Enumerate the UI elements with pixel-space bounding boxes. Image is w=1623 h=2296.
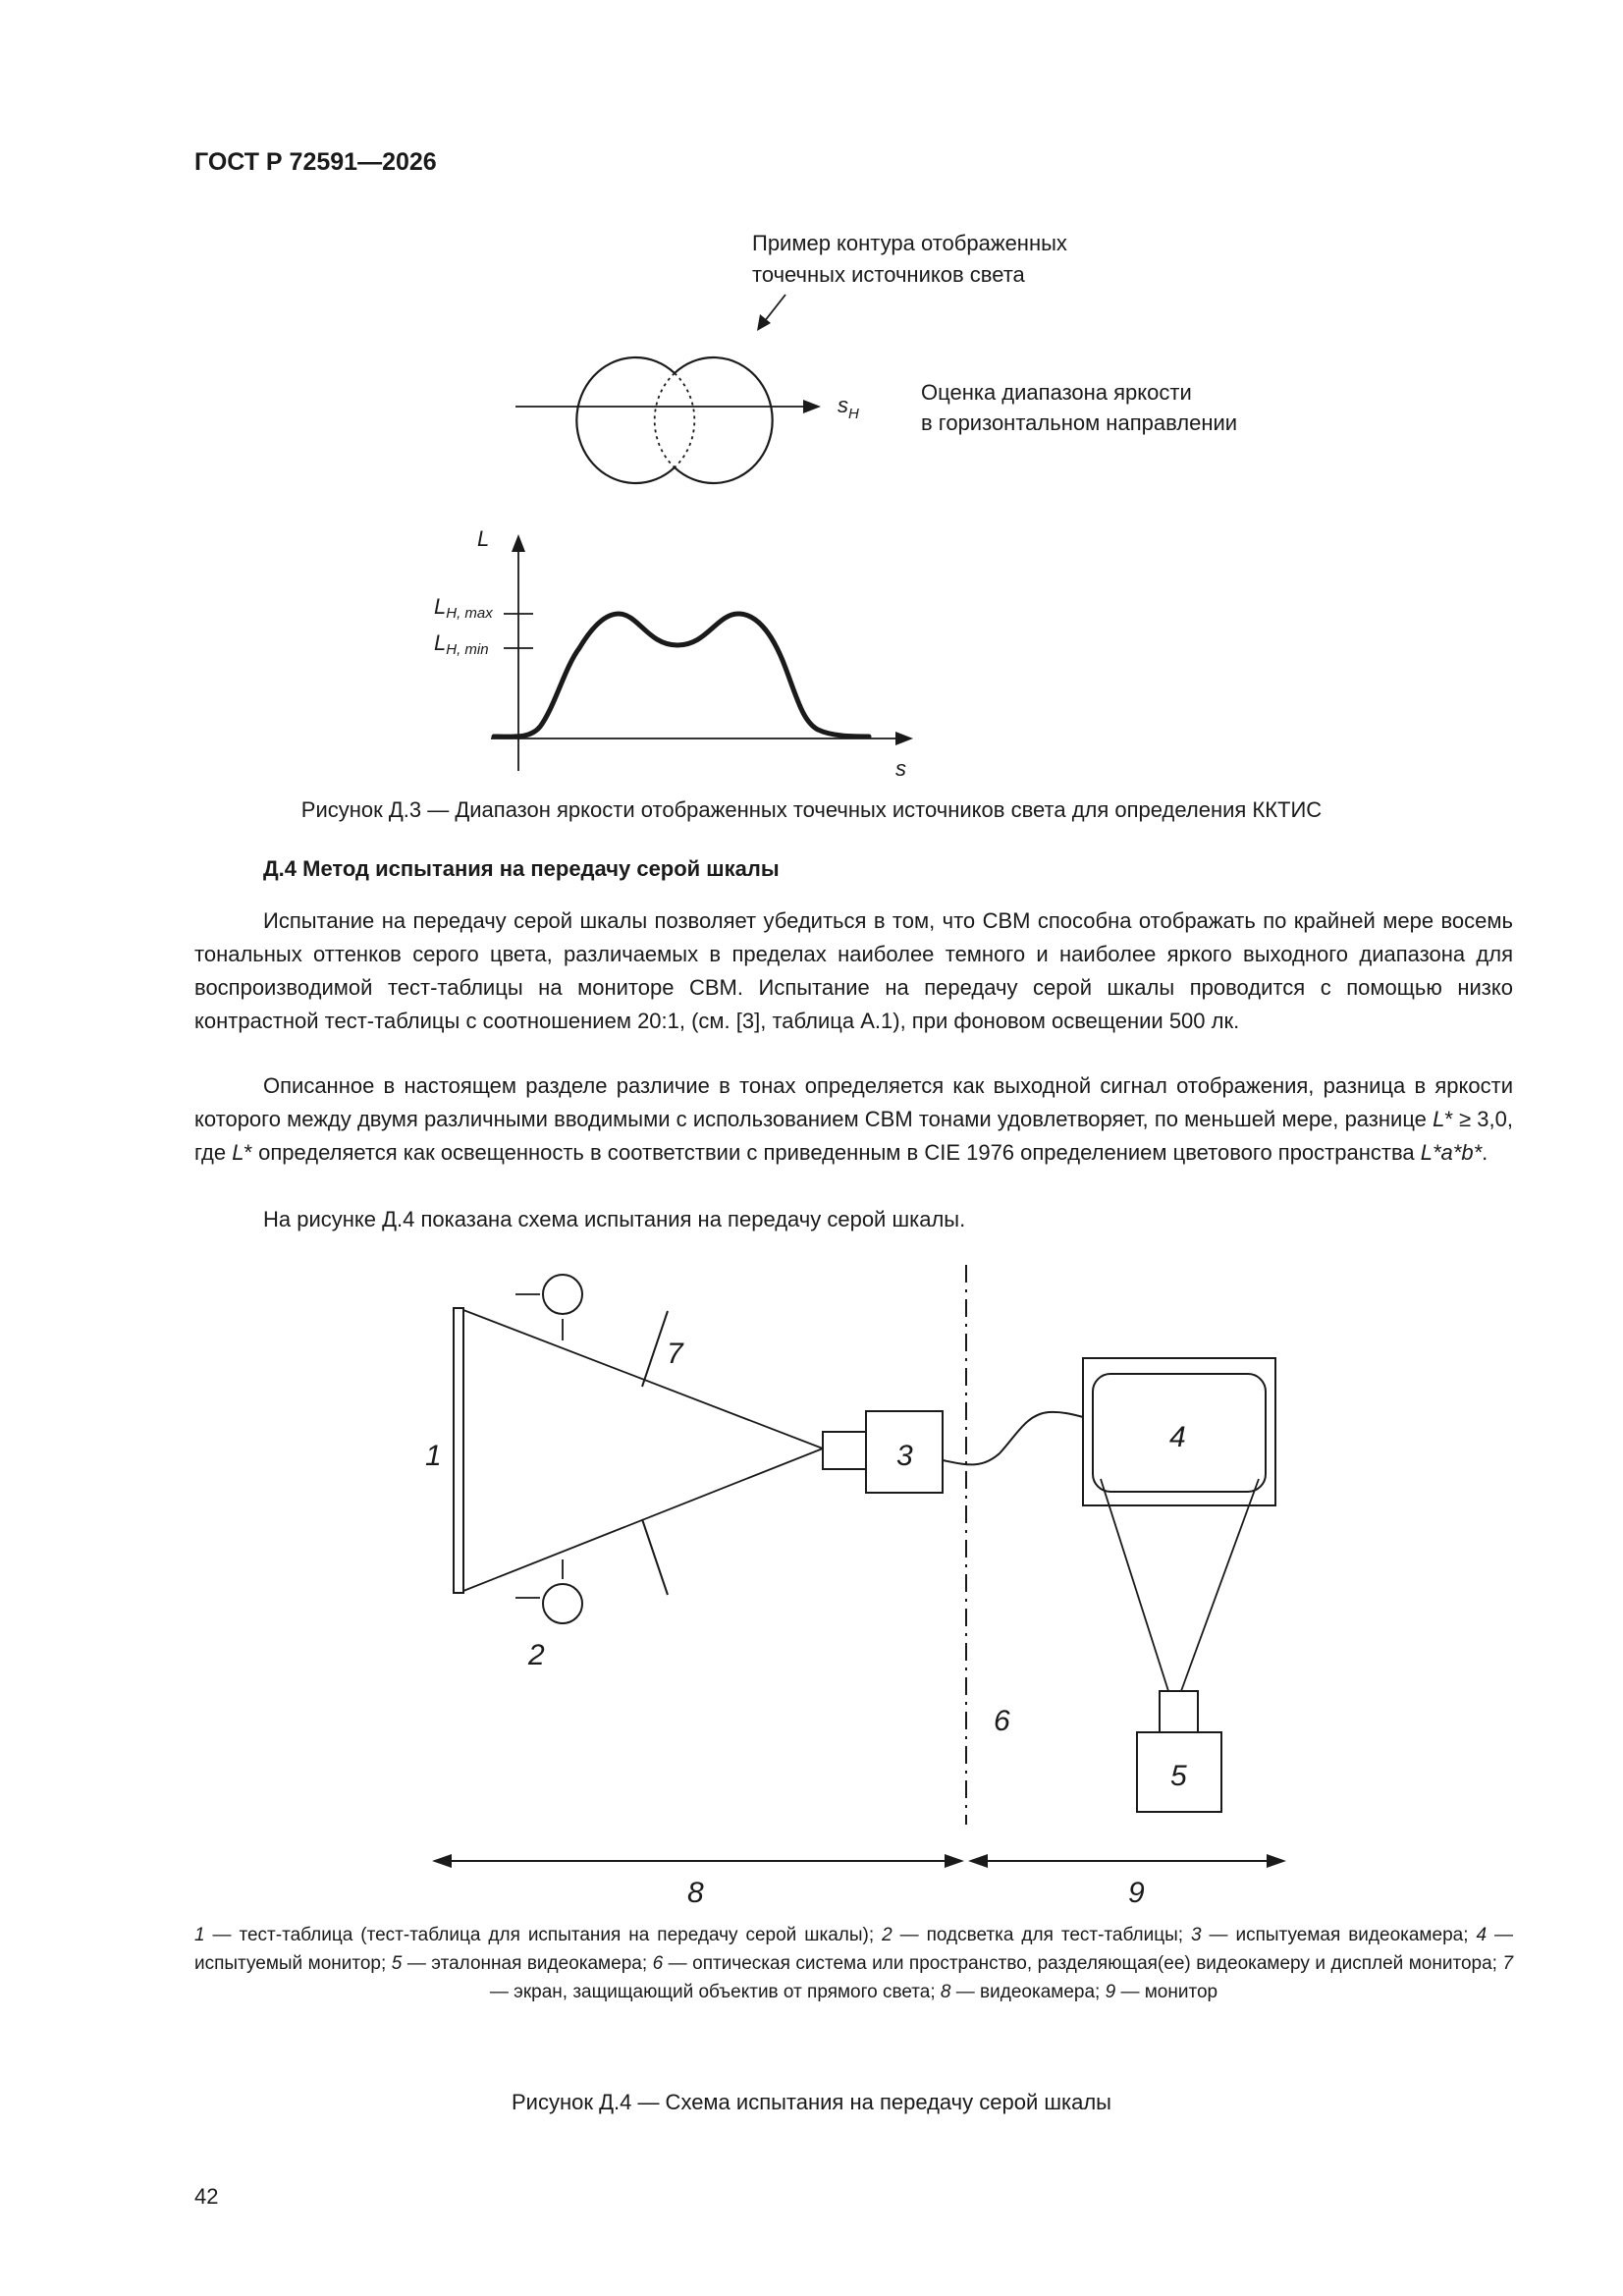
dimension-9-arrow-right [1267,1854,1286,1868]
figure-d4-caption: Рисунок Д.4 — Схема испытания на передачу серой шкалы [512,2090,1111,2114]
view-line-right [1181,1479,1259,1691]
label-range-line1: Оценка диапазона яркости [921,380,1192,405]
paragraph-1: Испытание на передачу серой шкалы позволяет убедиться в том, что СВМ способна отображать по крайней мере восемь тональных оттенков серого цвета, различаемых в пределах наиболее темного и наиболее яркого выходного диапазона для воспроизводимой тест-таблицы на мониторе СВМ. Испытание на передачу серой шкалы проводится с помощью низко контрастной тест-таблицы с соотношением 20:1, (см. [3], таблица А.1), при фоновом освещении 500 лк. [194,908,1513,1033]
l-axis-label: L [477,526,490,551]
section-title: Д.4 Метод испытания на передачу серой шкалы [263,856,780,881]
label-6: 6 [994,1705,1010,1737]
dimension-8-arrow-left [432,1854,452,1868]
axis-sh-label: $s_H$ [838,393,859,422]
label-9: 9 [1128,1877,1145,1909]
view-line-left [1101,1479,1168,1691]
label-7: 7 [667,1338,683,1370]
figure-d4-legend: 1 — тест-таблица (тест-таблица для испытания на передачу серой шкалы); 2 — подсветка для тест-таблицы; 3 — испытуемая видеокамера; 4 — испытуемый монитор; 5 — эталонная видеокамера; 6 — оптическая система или пространство, разделяющая(ее) видеокамеру и дисплей монитора; 7 — экран, защищающий объектив от прямого света; 8 — видеокамера; 9 — монитор [194,1925,1514,2002]
lamp-lower [543,1584,582,1623]
label-contour-line2: точечных источников света [752,262,1025,287]
dimension-9-arrow-left [968,1854,988,1868]
camera-5-lens [1160,1691,1198,1732]
shield-upper [642,1311,668,1387]
label-range-line2: в горизонтальном направлении [921,410,1238,435]
label-contour-line1: Пример контура отображенных [752,231,1067,255]
document-header: ГОСТ Р 72591—2026 [194,148,437,176]
cone-upper-line [463,1310,823,1449]
s-axis-label: s [895,756,906,781]
figure-d3-caption: Рисунок Д.3 — Диапазон яркости отображенных точечных источников света для определения ККТИС [300,797,1323,822]
lmax-label: LH, max [434,594,493,622]
label-1: 1 [425,1440,442,1472]
label-8: 8 [687,1877,704,1909]
label-4: 4 [1169,1421,1186,1453]
shield-lower [642,1519,668,1595]
camera-3-lens [823,1432,866,1469]
page-number: 42 [194,2184,219,2209]
lamp-upper [543,1275,582,1314]
paragraph-2: Описанное в настоящем разделе различие в тонах определяется как выходной сигнал отображения, разница в яркости которого между двумя различными вводимыми с использованием СВМ тонами удовлетворяет, по меньшей мере, разнице L* ≥ 3,0, где L* определяется как освещенность в соответствии с приведенным в CIE 1976 определением цветового пространства L*a*b*. [194,1073,1513,1165]
label-5: 5 [1170,1760,1187,1792]
lmin-label: LH, min [434,630,489,658]
label-3: 3 [896,1440,913,1472]
paragraph-3: На рисунке Д.4 показана схема испытания на передачу серой шкалы. [263,1207,966,1231]
test-chart [454,1308,463,1593]
label-2: 2 [528,1639,545,1671]
dimension-8-arrow-right [945,1854,964,1868]
